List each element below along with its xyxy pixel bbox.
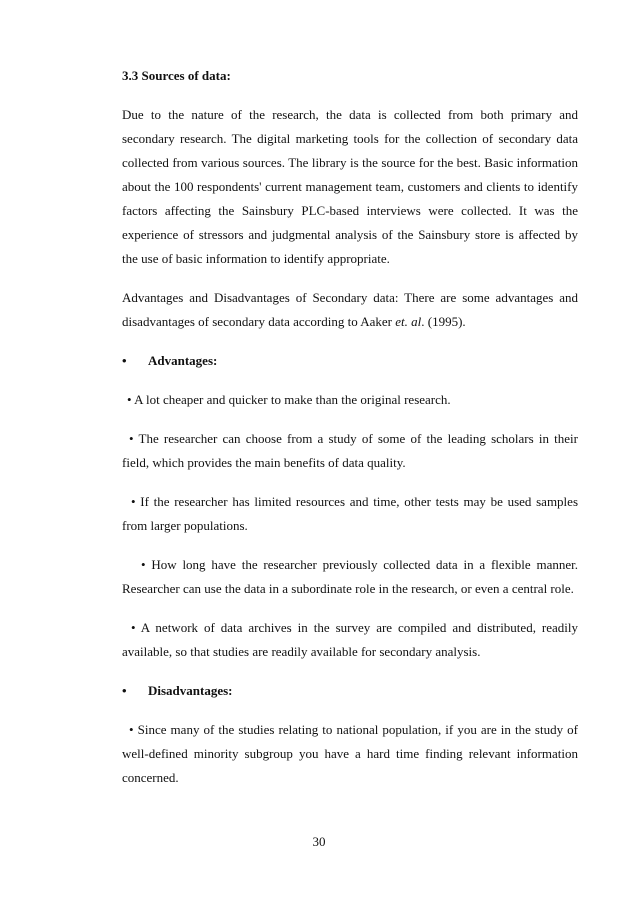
citation-italic: et. al: [395, 314, 422, 329]
adv-disadv-paragraph: [122, 286, 578, 334]
advantages-label: Advantages:: [148, 353, 218, 368]
page-number: 30: [312, 834, 326, 849]
bullet-icon: •: [122, 683, 127, 698]
disadvantages-heading: [122, 679, 578, 703]
intro-paragraph: Due to the nature of the research, the data is collected from both primary and secondary research. The digital marketing tools for the collection of secondary data collected from various sources. The library is the source for the best. Basic information about the 100 respondents' current management team, customers and clients to identify factors affecting the Sainsbury PLC-based interviews were collected. It was the experience of stressors and judgmental analysis of the Sainsbury store is affected by the use of basic information to identify appropriate.: [122, 107, 578, 266]
advantage-item: • A network of data archives in the survey are compiled and distributed, readily available, so that studies are readily available for secondary analysis.: [122, 620, 578, 659]
bullet-icon: •: [122, 353, 127, 368]
advantage-item: • How long have the researcher previously collected data in a flexible manner. Researcher can use the data in a subordinate role in the research, or even a central role.: [122, 557, 578, 596]
adv-disadv-text-end: . (1995).: [421, 314, 466, 329]
adv-disadv-text: Advantages and Disadvantages of Secondary data: There are some advantages and disadvantages of secondary data according to Aaker: [122, 290, 578, 329]
advantages-heading: [122, 349, 578, 373]
advantage-item: • The researcher can choose from a study of some of the leading scholars in their field, which provides the main benefits of data quality.: [122, 431, 578, 470]
section-heading: 3.3 Sources of data:: [122, 68, 231, 83]
advantage-item: • A lot cheaper and quicker to make than the original research.: [127, 392, 451, 407]
disadvantages-label: Disadvantages:: [148, 683, 233, 698]
disadvantage-item: • Since many of the studies relating to national population, if you are in the study of well-defined minority subgroup you have a hard time finding relevant information concerned.: [122, 722, 578, 785]
page-content: [122, 64, 578, 805]
advantage-item: • If the researcher has limited resources and time, other tests may be used samples from larger populations.: [122, 494, 578, 533]
